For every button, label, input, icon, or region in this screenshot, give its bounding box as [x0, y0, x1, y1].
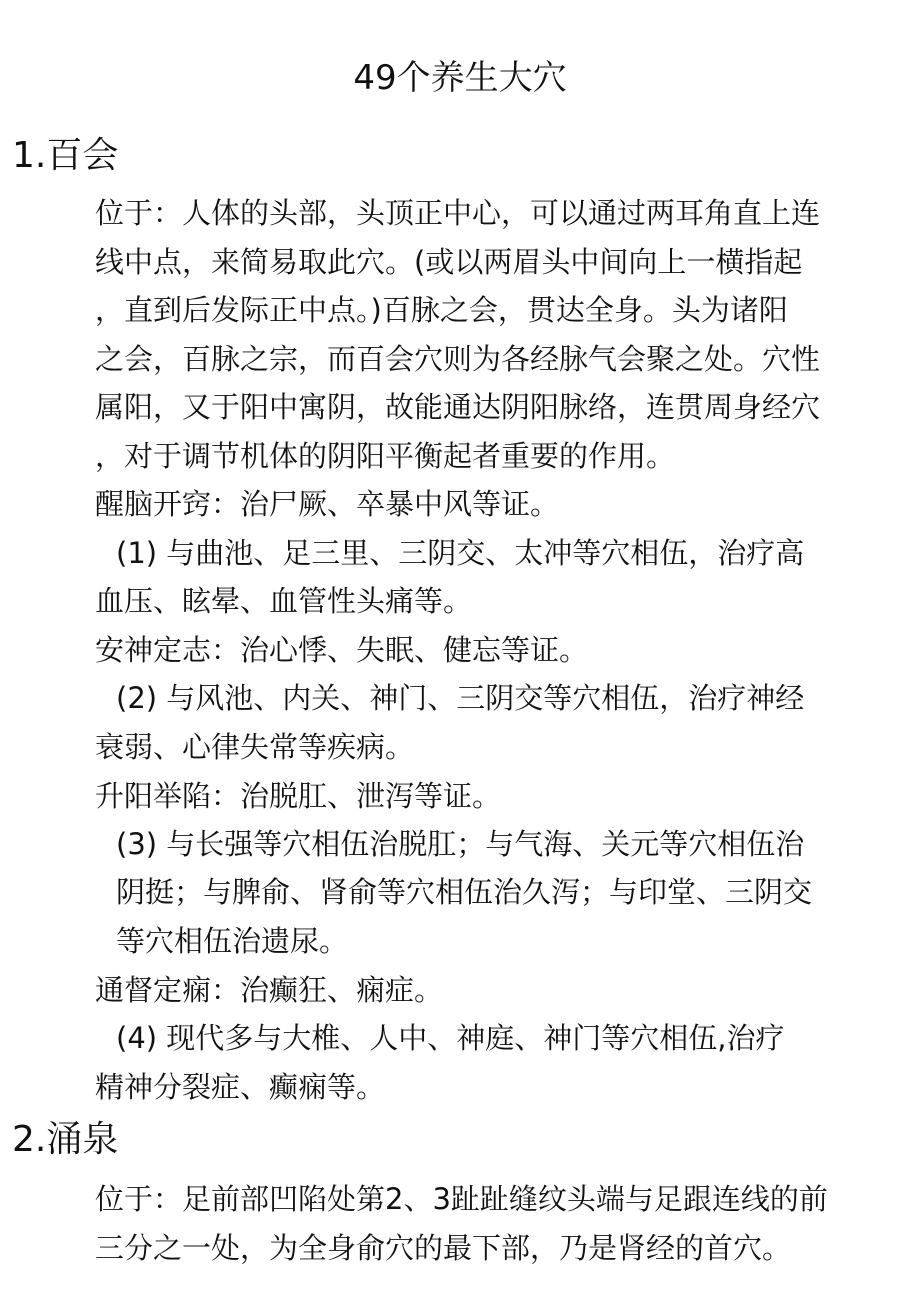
body-line: 醒脑开窍：治尸厥、卒暴中风等证。 [95, 487, 560, 521]
body-line: 线中点，来简易取此穴。(或以两眉头中间向上一横指起 [95, 245, 803, 279]
body-line: (2) 与风池、内关、神门、三阴交等穴相伍，治疗神经 [116, 681, 805, 715]
section-heading-yongquan: 2.涌泉 [12, 1119, 119, 1160]
body-line: 阴挺；与脾俞、肾俞等穴相伍治久泻；与印堂、三阴交 [116, 875, 813, 909]
body-line: 位于：足前部凹陷处第2、3趾趾缝纹头端与足跟连线的前 [95, 1182, 828, 1216]
body-line: 血压、眩晕、血管性头痛等。 [95, 584, 473, 618]
body-line: ，对于调节机体的阴阳平衡起者重要的作用。 [95, 439, 676, 473]
document-title: 49个养生大穴 [353, 58, 567, 98]
body-line: 安神定志：治心悸、失眠、健忘等证。 [95, 633, 589, 667]
body-line: 位于：人体的头部，头顶正中心，可以通过两耳角直上连 [95, 196, 821, 230]
section-heading-baihui: 1.百会 [12, 135, 119, 176]
body-line: 精神分裂症、癫痫等。 [95, 1070, 386, 1104]
body-line: 等穴相伍治遗尿。 [116, 924, 349, 958]
body-line: 升阳举陷：治脱肛、泄泻等证。 [95, 779, 502, 813]
body-line: 通督定痫：治癫狂、痫症。 [95, 973, 444, 1007]
body-line: (3) 与长强等穴相伍治脱肛；与气海、关元等穴相伍治 [116, 827, 805, 861]
body-line: 之会，百脉之宗，而百会穴则为各经脉气会聚之处。穴性 [95, 342, 821, 376]
body-line: 衰弱、心律失常等疾病。 [95, 730, 415, 764]
body-line: 属阳，又于阳中寓阴，故能通达阴阳脉络，连贯周身经穴 [95, 390, 821, 424]
body-line: (4) 现代多与大椎、人中、神庭、神门等穴相伍,治疗 [116, 1021, 785, 1055]
body-line: ，直到后发际正中点。)百脉之会，贯达全身。头为诸阳 [95, 293, 788, 327]
body-line: 三分之一处，为全身俞穴的最下部，乃是肾经的首穴。 [95, 1231, 792, 1265]
body-line: (1) 与曲池、足三里、三阴交、太冲等穴相伍，治疗高 [116, 536, 805, 570]
